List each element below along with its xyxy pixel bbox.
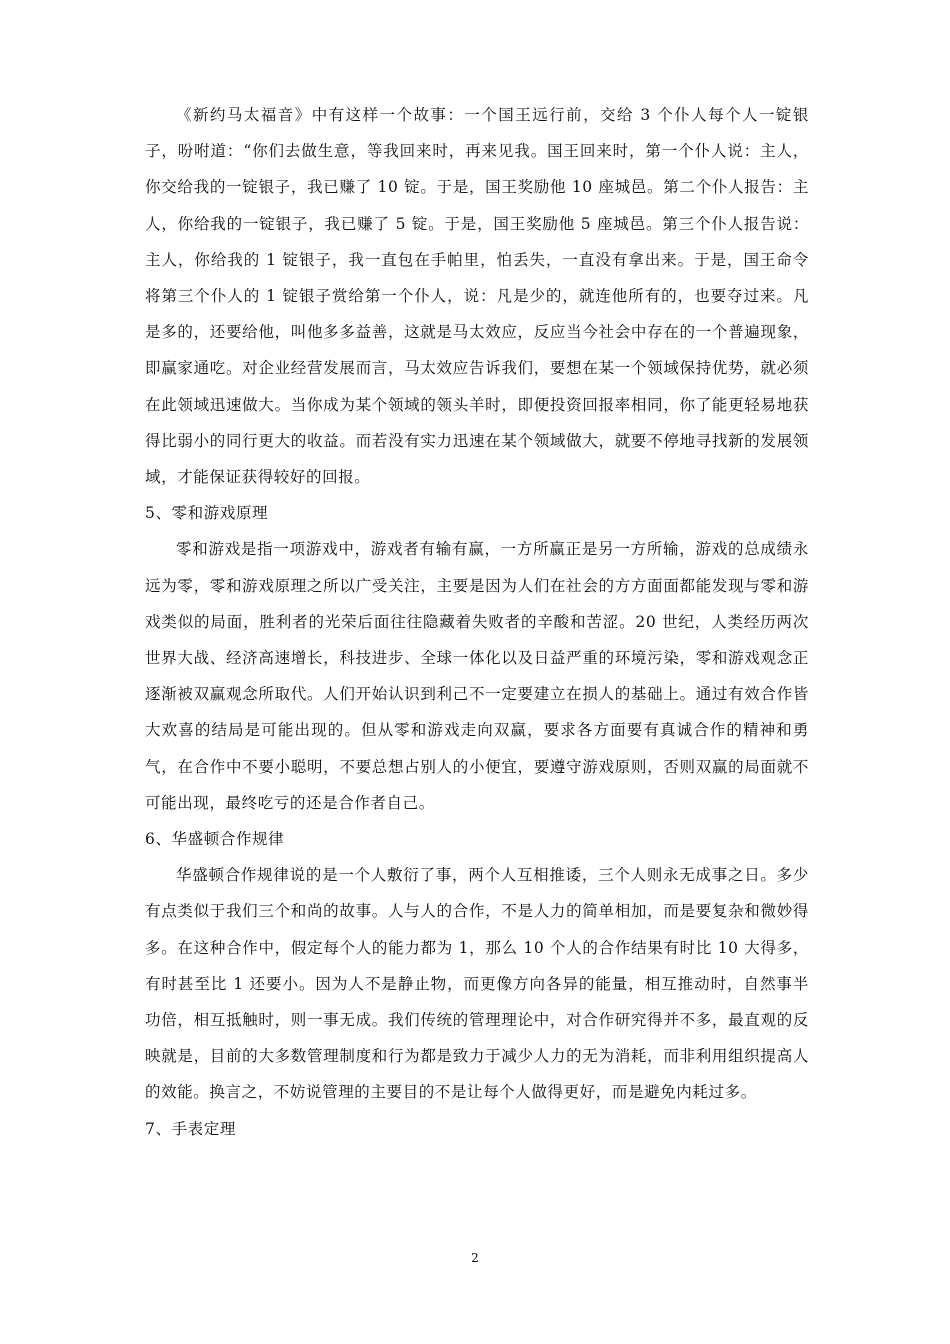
paragraph-matthew-effect: 《新约马太福音》中有这样一个故事：一个国王远行前，交给 3 个仆人每个人一锭银子，吩咐道：“你们去做生意，等我回来时，再来见我。国王回来时，第一个仆人说：主人，你交给我的一锭银子，我已赚了 10 锭。于是，国王奖励他 10 座城邑。第二个仆人报告：主人，你给我的一锭银子，我已赚了 5 锭。于是，国王奖励他 5 座城邑。第三个仆人报告说：主人，你给我的 1 锭银子，我一直包在手帕里，怕丢失，一直没有拿出来。于是，国王命令将第三个仆人的 1 锭银子赏给第一个仆人，说：凡是少的，就连他所有的，也要夺过来。凡是多的，还要给他，叫他多多益善，这就是马太效应，反应当今社会中存在的一个普遍现象，即赢家通吃。对企业经营发展而言，马太效应告诉我们，要想在某一个领域保持优势，就必须在此领域迅速做大。当你成为某个领域的领头羊时，即便投资回报率相同，你了能更轻易地获得比弱小的同行更大的收益。而若没有实力迅速在某个领域做大，就要不停地寻找新的发展领域，才能保证获得较好的回报。 — [145, 106, 809, 487]
section-heading-zero-sum: 5、零和游戏原理 — [145, 504, 269, 523]
paragraph-zero-sum: 零和游戏是指一项游戏中，游戏者有输有赢，一方所赢正是另一方所输，游戏的总成绩永远为零，零和游戏原理之所以广受关注，主要是因为人们在社会的方方面面都能发现与零和游戏类似的局面，胜利者的光荣后面往往隐藏着失败者的辛酸和苦涩。20 世纪，人类经历两次世界大战、经济高速增长，科技进步、全球一体化以及日益严重的环境污染，零和游戏观念正逐渐被双赢观念所取代。人们开始认识到利己不一定要建立在损人的基础上。通过有效合作皆大欢喜的结局是可能出现的。但从零和游戏走向双赢，要求各方面要有真诚合作的精神和勇气，在合作中不要小聪明，不要总想占别人的小便宜，要遵守游戏原则，否则双赢的局面就不可能出现，最终吃亏的还是合作者自己。 — [145, 540, 809, 812]
section-heading-washington-cooperation: 6、华盛顿合作规律 — [145, 830, 285, 849]
page-content — [145, 97, 809, 1147]
paragraph-washington-cooperation: 华盛顿合作规律说的是一个人敷衍了事，两个人互相推诿，三个人则永无成事之日。多少有点类似于我们三个和尚的故事。人与人的合作，不是人力的简单相加，而是要复杂和微妙得多。在这种合作中，假定每个人的能力都为 1，那么 10 个人的合作结果有时比 10 大得多，有时甚至比 1 还要小。因为人不是静止物，而更像方向各异的能量，相互推动时，自然事半功倍，相互抵触时，则一事无成。我们传统的管理理论中，对合作研究得并不多，最直观的反映就是，目前的大多数管理制度和行为都是致力于减少人力的无为消耗，而非利用组织提高人的效能。换言之，不妨说管理的主要目的不是让每个人做得更好，而是避免内耗过多。 — [145, 866, 809, 1102]
page-number: 2 — [471, 1251, 479, 1265]
section-heading-watch-theorem: 7、手表定理 — [145, 1119, 236, 1138]
